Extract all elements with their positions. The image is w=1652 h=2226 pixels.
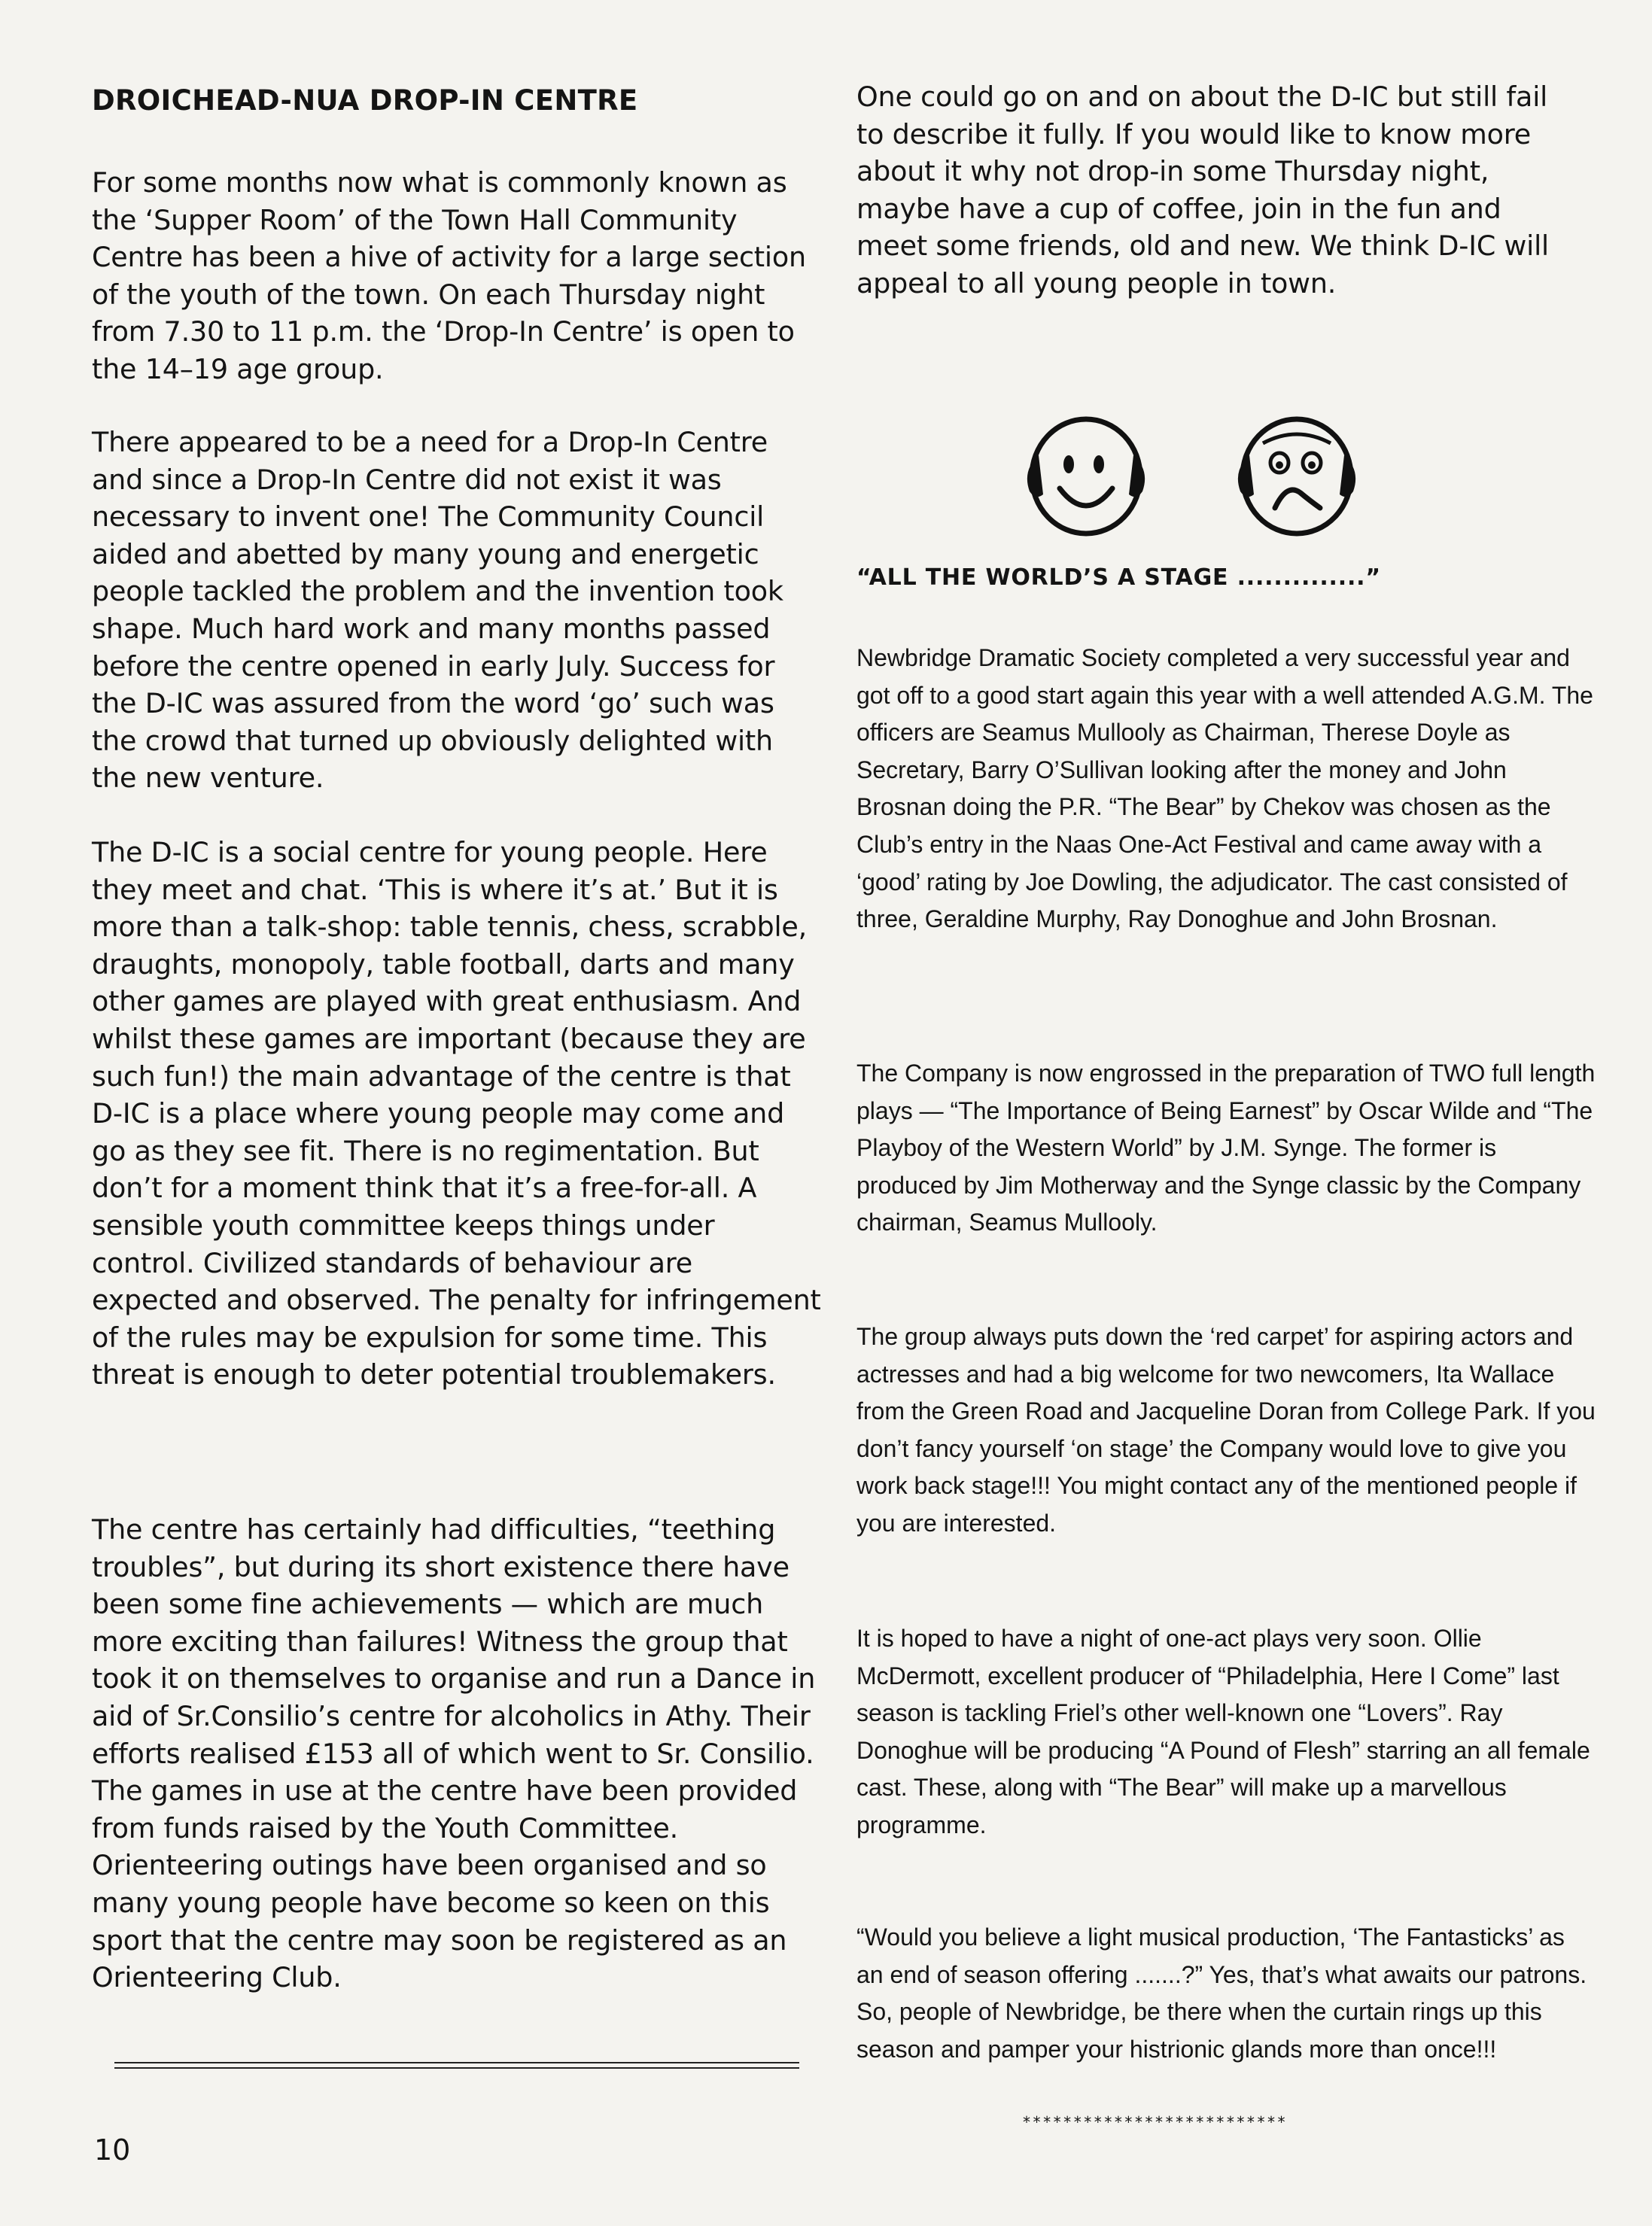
footer-rule	[114, 2062, 799, 2063]
paragraph-one-act-plays: It is hoped to have a night of one-act plays very soon. Ollie McDermott, excellent producer of “Philadelphia, Here I Come” last season is tackling Friel’s other well-known one “Lovers”. Ray Donoghue will be producing “A Pound of Flesh” starring an all female cast. These, along with “The Bear” will make up a marvellous programme.	[856, 1625, 1590, 1838]
page-number: 10	[94, 2133, 131, 2167]
article-title-drop-in-centre: DROICHEAD-NUA DROP-IN CENTRE	[92, 84, 638, 117]
paragraph-musical-production: “Would you believe a light musical production, ‘The Fantasticks’ as an end of season offering .......?” Yes, that’s what awaits our patrons. So, people of Newbridge, be there when the curtain rings up this season and pamper your histrionic glands more than once!!!	[856, 1923, 1587, 2063]
paragraph-full-length-plays: The Company is now engrossed in the preparation of TWO full length plays — “The Importance of Being Earnest” by Oscar Wilde and “The Playboy of the Western World” by J.M. Synge. The former is produced by Jim Motherway and the Synge classic by the Company chairman, Seamus Mullooly.	[856, 1060, 1596, 1236]
paragraph-achievements: The centre has certainly had difficulties, “teething troubles”, but during its short existence there have been some fine achievements — which are much more exciting than failures! Witness the group that took it on themselves to organise and run a Dance in aid of Sr.Consilio’s centre for alcoholics in Athy. Their efforts realised £153 all of which went to Sr. Consilio. The games in use at the centre have been provided from funds raised by the Youth Committee. Orienteering outings have been organised and so many young people have become so keen on this sport that the centre may soon be registered as an Orienteering Club.	[92, 1513, 816, 1994]
paragraph-newcomers: The group always puts down the ‘red carpet’ for aspiring actors and actresses and had a big welcome for two newcomers, Ita Wallace from the Green Road and Jacqueline Doran from College Park. If you don’t fancy yourself ‘on stage’ the Company would love to give you work back stage!!! You might contact any of the mentioned people if you are interested.	[856, 1323, 1596, 1537]
footer-rule-second	[114, 2067, 799, 2069]
paragraph-intro: For some months now what is commonly known as the ‘Supper Room’ of the Town Hall Community Centre has been a hive of activity for a large section of the youth of the town. On each Thursday night from 7.30 to 11 p.m. the ‘Drop-In Centre’ is open to the 14–19 age group.	[92, 166, 806, 385]
asterisk-divider: **************************	[1022, 2113, 1288, 2131]
paragraph-drop-in-invitation: One could go on and on about the D-IC but still fail to describe it fully. If you would like to know more about it why not drop-in some Thursday night, maybe have a cup of coffee, join in the fun and meet some friends, old and new. We think D-IC will appeal to all young people in town.	[856, 81, 1550, 300]
article-title-all-the-worlds-a-stage: “ALL THE WORLD’S A STAGE ..............”	[856, 564, 1381, 591]
paragraph-social-centre: The D-IC is a social centre for young people. Here they meet and chat. ‘This is where it’s at.’ But it is more than a talk-shop: table tennis, chess, scrabble, draughts, monopoly, table football, darts and many other games are played with great enthusiasm. And whilst these games are important (because they are such fun!) the main advantage of the centre is that D-IC is a place where young people may come and go as they see fit. There is no regimentation. But don’t for a moment think that it’s a free-for-all. A sensible youth committee keeps things under control. Civilized standards of behaviour are expected and observed. The penalty for infringement of the rules may be expulsion for some time. This threat is enough to deter potential troublemakers.	[92, 836, 821, 1391]
faces-illustration	[1015, 410, 1436, 546]
happy-face-icon	[1015, 410, 1158, 546]
paragraph-need-for-centre: There appeared to be a need for a Drop-In Centre and since a Drop-In Centre did not exist it was necessary to invent one! The Community Council aided and abetted by many young and energetic people tackled the problem and the invention took shape. Much hard work and many months passed before the centre opened in early July. Success for the D-IC was assured from the word ‘go’ such was the crowd that turned up obviously delighted with the new venture.	[92, 426, 783, 795]
sad-face-icon	[1225, 410, 1368, 546]
paragraph-dramatic-society: Newbridge Dramatic Society completed a very successful year and got off to a good start again this year with a well attended A.G.M. The officers are Seamus Mullooly as Chairman, Therese Doyle as Secretary, Barry O’Sullivan looking after the money and John Brosnan doing the P.R. “The Bear” by Chekov was chosen as the Club’s entry in the Naas One-Act Festival and came away with a ‘good’ rating by Joe Dowling, the adjudicator. The cast consisted of three, Geraldine Murphy, Ray Donoghue and John Brosnan.	[856, 644, 1593, 933]
